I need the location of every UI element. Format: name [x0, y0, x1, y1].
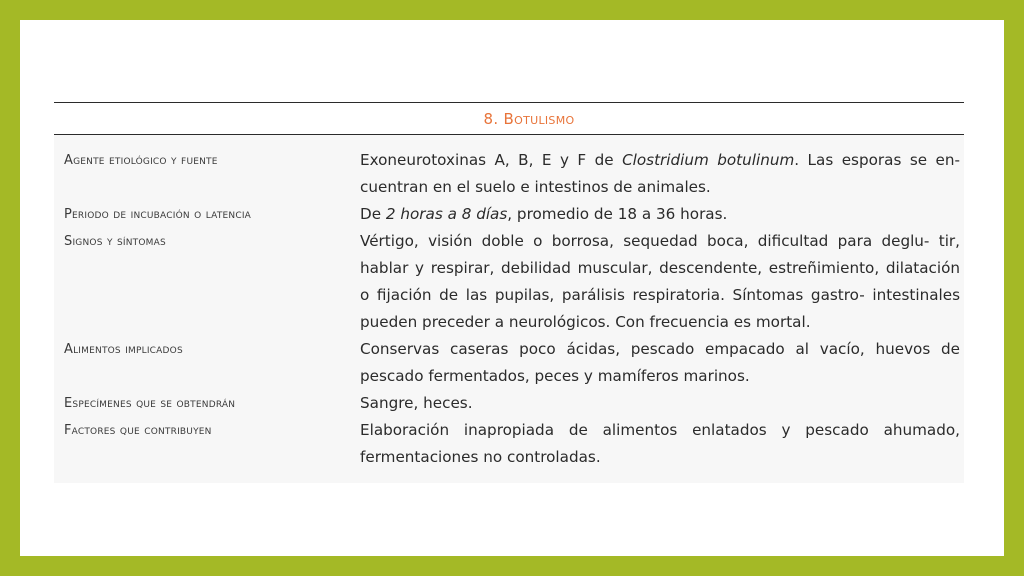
row-value: De 2 horas a 8 días, promedio de 18 a 36 horas. [360, 205, 728, 223]
table-title-row [54, 103, 964, 134]
row-value: Vértigo, visión doble o borrosa, sequedad boca, dificultad para deglu- tir, hablar y respirar, debilidad muscular, descendente, estreñimiento, dilatación o fijación de las pupilas, parálisis respiratoria. Síntomas gastro- intestinales pueden preceder a neurológicos. Con frecuencia es mortal. [360, 232, 960, 331]
row-label: Agente etiológico y fuente [64, 153, 218, 168]
row-label: Periodo de incubación o latencia [64, 207, 252, 222]
row-value: Exoneurotoxinas A, B, E y F de Clostridium botulinum. Las esporas se en- cuentran en el suelo e intestinos de animales. [360, 151, 960, 196]
botulism-table [54, 102, 964, 483]
table-row [54, 201, 964, 228]
slide [20, 20, 1004, 556]
row-value: Elaboración inapropiada de alimentos enlatados y pescado ahumado, fermentaciones no controladas. [360, 421, 960, 466]
title-number: 8. [483, 109, 499, 128]
table-row [54, 417, 964, 471]
row-label: Alimentos implicados [64, 342, 183, 357]
table-row [54, 336, 964, 390]
table-body [54, 135, 964, 483]
row-label: Signos y síntomas [64, 234, 166, 249]
row-label: Factores que contribuyen [64, 423, 212, 438]
table-row [54, 390, 964, 417]
table-title [484, 110, 575, 128]
row-label: Especímenes que se obtendrán [64, 396, 236, 411]
row-value: Conservas caseras poco ácidas, pescado empacado al vacío, huevos de pescado fermentados, peces y mamíferos marinos. [360, 340, 960, 385]
row-value: Sangre, heces. [360, 394, 473, 412]
table-row [54, 228, 964, 336]
table-row [54, 147, 964, 201]
title-text: Botulismo [503, 109, 575, 128]
